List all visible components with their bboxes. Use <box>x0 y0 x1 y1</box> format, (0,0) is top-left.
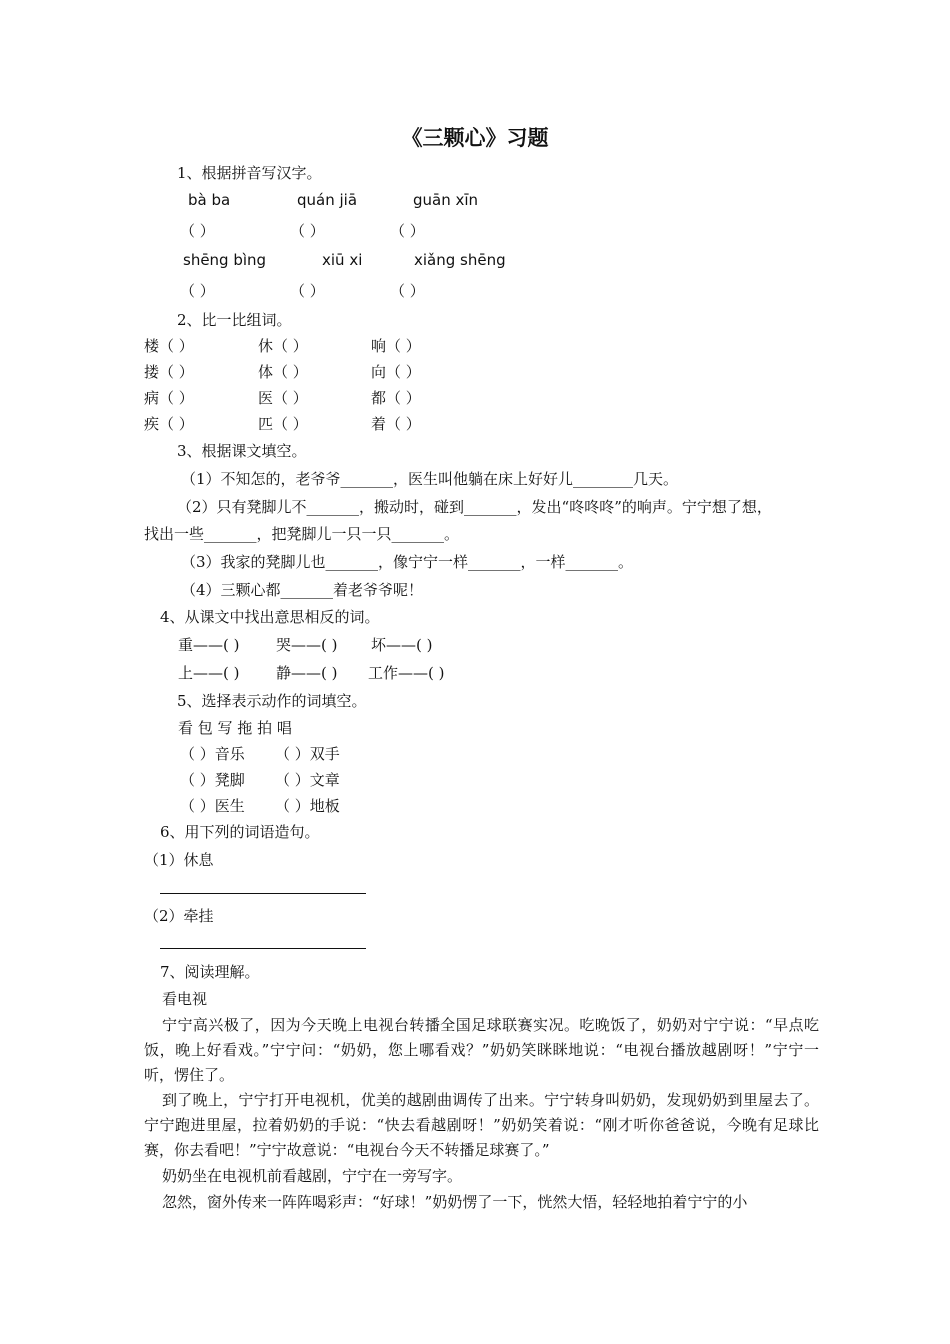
compare-word: 着（ ） <box>371 415 421 433</box>
compare-word: 体（ ） <box>258 363 308 381</box>
antonym-item: 哭——( ) <box>276 636 338 654</box>
pinyin-xiangsheng: xiǎng shēng <box>414 251 506 269</box>
pinyin-quanjia: quán jiā <box>297 191 358 209</box>
compare-word: 都（ ） <box>371 389 421 407</box>
pinyin-shengbing: shēng bìng <box>183 251 267 269</box>
q2-heading: 2、比一比组词。 <box>177 311 292 329</box>
q1-heading: 1、根据拼音写汉字。 <box>177 164 322 182</box>
pinyin-baba: bà ba <box>188 191 231 209</box>
compare-word: 疾（ ） <box>144 415 194 433</box>
story-paragraph-4: 忽然，窗外传来一阵阵喝彩声：“好球！”奶奶愣了一下，恍然大悟，轻轻地拍着宁宁的小 <box>162 1193 748 1211</box>
story-title: 看电视 <box>162 990 208 1008</box>
answer-blank[interactable]: （ ） <box>390 282 425 300</box>
q7-heading: 7、阅读理解。 <box>160 963 260 981</box>
story-paragraph-3: 奶奶坐在电视机前看越剧，宁宁在一旁写字。 <box>162 1167 463 1185</box>
antonym-item: 静——( ) <box>276 664 338 682</box>
q5-heading: 5、选择表示动作的词填空。 <box>177 692 367 710</box>
answer-blank[interactable]: （ ） <box>290 282 325 300</box>
compare-word: 休（ ） <box>258 337 308 355</box>
q3-item-4: （4）三颗心都_______着老爷爷呢！ <box>181 581 424 599</box>
verb-blank: （ ）医生 <box>180 797 245 815</box>
answer-line[interactable] <box>160 893 366 894</box>
answer-blank[interactable]: （ ） <box>180 222 215 240</box>
pinyin-guanxin: guān xīn <box>413 191 479 209</box>
compare-word: 匹（ ） <box>258 415 308 433</box>
q3-item-3: （3）我家的凳脚儿也_______，像宁宁一样_______，一样_______。 <box>181 553 634 571</box>
verb-blank: （ ）双手 <box>275 745 340 763</box>
page-title: 《三颗心》习题 <box>401 125 549 150</box>
answer-blank[interactable]: （ ） <box>180 282 215 300</box>
compare-word: 病（ ） <box>144 389 194 407</box>
compare-word: 响（ ） <box>371 337 421 355</box>
pinyin-xiuxi: xiū xi <box>322 251 363 269</box>
verb-blank: （ ）地板 <box>275 797 340 815</box>
verb-blank: （ ）文章 <box>275 771 340 789</box>
story-paragraph-1: 宁宁高兴极了，因为今天晚上电视台转播全国足球联赛实况。吃晚饭了，奶奶对宁宁说：“早点吃饭，晚上好看戏。”宁宁问：“奶奶，您上哪看戏？”奶奶笑眯眯地说：“电视台播放越剧呀！”宁宁一听，愣住了。 <box>144 1016 819 1084</box>
compare-word: 医（ ） <box>258 389 308 407</box>
verb-choices: 看 包 写 拖 拍 唱 <box>178 719 292 737</box>
antonym-item: 上——( ) <box>178 664 240 682</box>
compare-word: 向（ ） <box>371 363 421 381</box>
q3-item-2-cont: 找出一些_______，把凳脚儿一只一只_______。 <box>144 525 460 543</box>
q6-item-2: （2）牵挂 <box>144 907 214 925</box>
antonym-item: 工作——( ) <box>368 664 445 682</box>
compare-word: 搂（ ） <box>144 363 194 381</box>
answer-line[interactable] <box>160 948 366 949</box>
answer-blank[interactable]: （ ） <box>390 222 425 240</box>
compare-word: 楼（ ） <box>144 337 194 355</box>
q6-item-1: （1）休息 <box>144 851 214 869</box>
verb-blank: （ ）音乐 <box>180 745 245 763</box>
q3-item-1: （1）不知怎的，老爷爷_______，医生叫他躺在床上好好儿________几天。 <box>181 470 679 488</box>
q6-heading: 6、用下列的词语造句。 <box>160 823 320 841</box>
story-paragraph-2: 到了晚上，宁宁打开电视机，优美的越剧曲调传了出来。宁宁转身叫奶奶，发现奶奶到里屋去了。宁宁跑进里屋，拉着奶奶的手说：“快去看越剧呀！”奶奶笑着说：“刚才听你爸爸说，今晚有足球比赛，你去看吧！”宁宁故意说：“电视台今天不转播足球赛了。” <box>144 1091 819 1159</box>
q3-heading: 3、根据课文填空。 <box>177 442 307 460</box>
antonym-item: 重——( ) <box>178 636 240 654</box>
q3-item-2: （2）只有凳脚儿不_______，搬动时，碰到_______，发出“咚咚咚”的响声。宁宁想了想， <box>177 498 772 516</box>
answer-blank[interactable]: （ ） <box>290 222 325 240</box>
antonym-item: 坏——( ) <box>371 636 433 654</box>
q4-heading: 4、从课文中找出意思相反的词。 <box>160 608 380 626</box>
verb-blank: （ ）凳脚 <box>180 771 245 789</box>
